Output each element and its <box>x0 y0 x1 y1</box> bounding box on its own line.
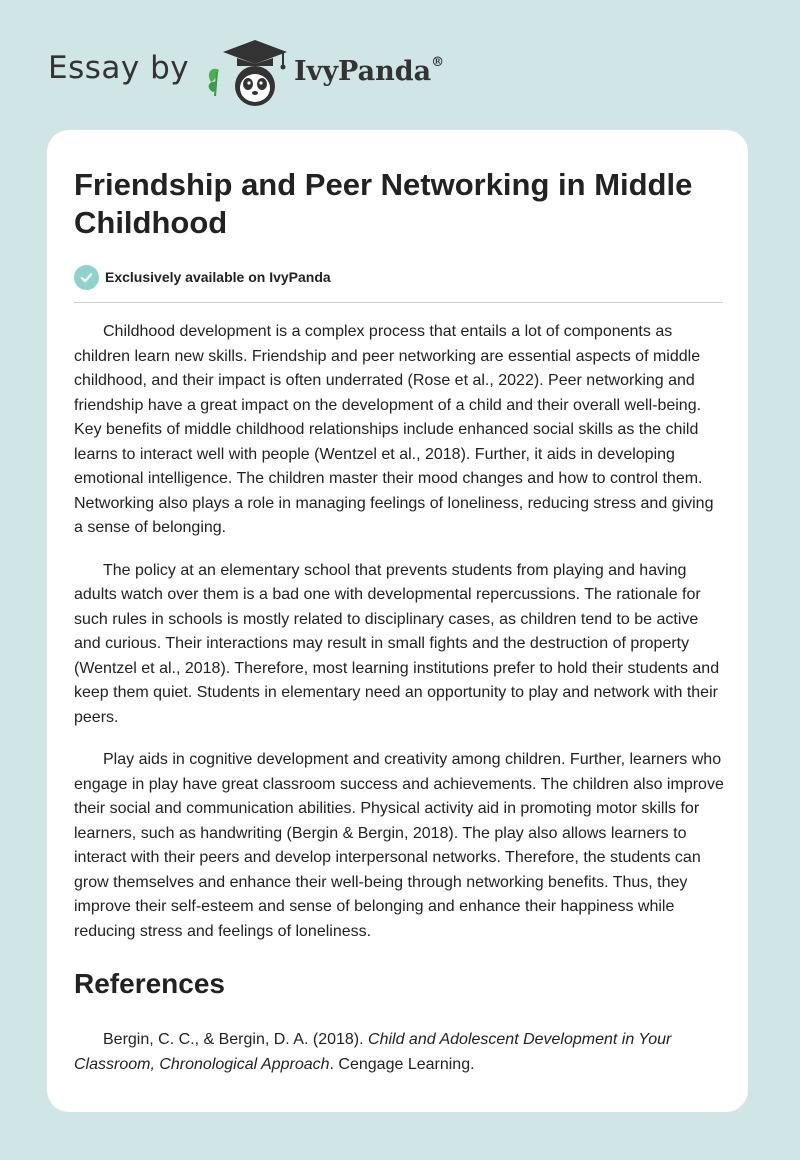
paragraph: Play aids in cognitive development and creativity among children. Further, learners who engage in play have great classroom success and achievements. The children also improve their social and communication abilities. Physical activity aid in promoting motor skills for learners, such as handwriting (Bergin & Bergin, 2018). The play also allows learners to interact with their peers and develop interpersonal networks. Therefore, the students can grow themselves and enhance their well-being through networking benefits. Thus, they improve their self-esteem and sense of belonging and enhance their happiness while reducing stress and feelings of loneliness. <box>74 751 724 940</box>
badge-label: Exclusively available on IvyPanda <box>105 269 331 285</box>
paragraph: Childhood development is a complex process that entails a lot of components as children learn new skills. Friendship and peer networking are essential aspects of middle childhood, and their impact is often underrated (Rose et al., 2022). Peer networking and friendship have a great impact on the development of a child and their overall well-being. Key benefits of middle childhood relationships include enhanced social skills as the child learns to interact well with people (Wentzel et al., 2018). Further, it aids in developing emotional intelligence. The children master their mood changes and how to control them. Networking also plays a role in managing feelings of loneliness, reducing stress and giving a sense of belonging. <box>74 323 714 536</box>
references-heading: References <box>74 968 225 999</box>
paragraph: The policy at an elementary school that prevents students from playing and having adults watch over them is a bad one with developmental repercussions. The rationale for such rules in schools is mostly related to disciplinary cases, as children tend to be active and curious. Their interactions may result in small fights and the destruction of property (Wentzel et al., 2018). Therefore, most learning institutions prefer to hold their students and keep them quiet. Students in elementary need an opportunity to play and network with their peers. <box>74 561 720 726</box>
reference-publisher: . Cengage Learning. <box>329 1055 475 1073</box>
reference-entry <box>74 1028 726 1077</box>
graduation-cap-icon <box>223 40 287 70</box>
page-title: Friendship and Peer Networking in Middle Childhood <box>74 167 693 240</box>
checkmark-icon <box>74 265 99 290</box>
trademark-symbol: ® <box>431 55 445 70</box>
reference-book-title: Child and Adolescent Development in Your Classroom, Chronological Approach <box>74 1031 672 1073</box>
site-header <box>48 36 548 106</box>
essay-by-label: Essay by <box>48 50 190 86</box>
leaf-icon <box>209 69 219 96</box>
essay-card <box>47 130 748 1112</box>
panda-mascot-icon <box>203 36 293 108</box>
brand-name[interactable]: IvyPanda® <box>294 55 445 87</box>
reference-authors: Bergin, C. C., & Bergin, D. A. (2018). <box>103 1031 364 1048</box>
divider <box>74 302 723 303</box>
exclusive-badge <box>74 264 331 290</box>
essay-body <box>74 320 726 962</box>
